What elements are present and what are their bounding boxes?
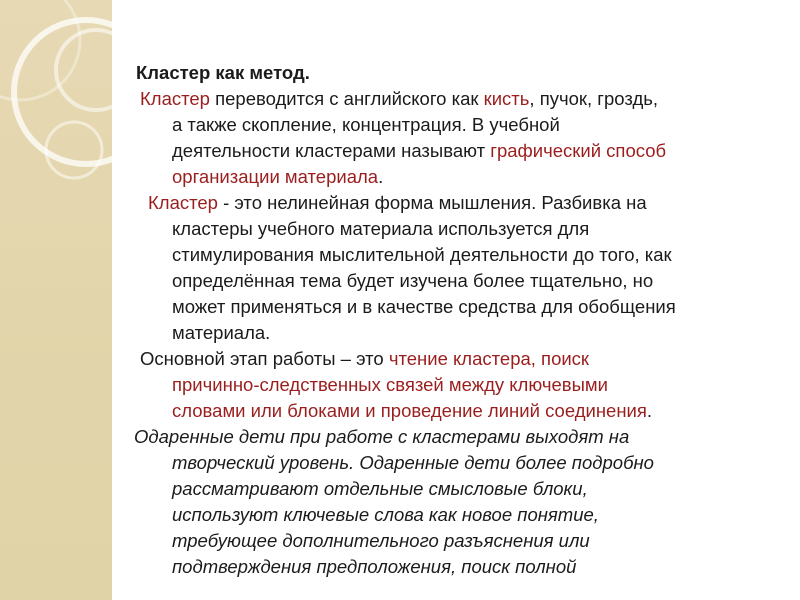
text-span: , пучок, гроздь, — [529, 88, 659, 109]
text-line: требующее дополнительного разъяснения или — [172, 530, 590, 551]
text-span: переводится с английского как — [209, 88, 484, 109]
text-line: причинно-следственных связей между ключевыми — [172, 374, 608, 395]
decorative-side-panel — [0, 0, 112, 600]
text-span: Основной этап работы – это — [140, 348, 389, 369]
text-line: материала. — [172, 322, 271, 343]
text-line — [136, 164, 786, 190]
text-line: а также скопление, концентрация. В учебной — [172, 114, 560, 135]
text-line — [136, 138, 786, 164]
text-line: может применяться и в качестве средства для обобщения — [172, 296, 676, 317]
decor-circle-medium — [56, 30, 112, 110]
decorative-circles — [0, 0, 112, 600]
text-line — [136, 398, 786, 424]
slide-body — [112, 0, 800, 600]
text-line: используют ключевые слова как новое понятие, — [172, 504, 599, 525]
paragraph-definition — [136, 86, 786, 190]
text-line: Одаренные дети при работе с кластерами выходят на — [134, 426, 630, 447]
text-span: . — [378, 166, 384, 187]
slide-heading: Кластер как метод. — [136, 62, 310, 83]
term-material-organization: организации материала — [172, 166, 379, 187]
text-line — [136, 86, 786, 112]
text-line: кластеры учебного материала используется для — [172, 218, 590, 239]
term-cluster: Кластер — [148, 192, 218, 213]
text-line: стимулирования мыслительной деятельности до того, как — [172, 244, 672, 265]
text-span: - это нелинейная форма мышления. Разбивка на — [217, 192, 647, 213]
term-connection-lines: словами или блоками и проведение линий соединения — [172, 400, 647, 421]
term-brush: кисть — [483, 88, 530, 109]
text-span: деятельности кластерами называют — [172, 140, 491, 161]
decor-circle-small — [46, 122, 102, 178]
text-line — [136, 190, 786, 216]
slide-content — [136, 60, 786, 580]
text-line: творческий уровень. Одаренные дети более подробно — [172, 452, 654, 473]
text-span: . — [646, 400, 653, 421]
text-line: подтверждения предположения, поиск полной — [172, 556, 577, 577]
paragraph-gifted-children — [136, 424, 786, 580]
term-reading-cluster: чтение кластера, поиск — [388, 348, 590, 369]
paragraph-nonlinear — [136, 190, 786, 346]
text-line: определённая тема будет изучена более тщательно, но — [172, 270, 654, 291]
term-cluster: Кластер — [140, 88, 210, 109]
text-line — [136, 346, 786, 372]
text-line: рассматривают отдельные смысловые блоки, — [172, 478, 588, 499]
paragraph-main-stage — [136, 346, 786, 424]
term-graphic-method: графический способ — [490, 140, 667, 161]
